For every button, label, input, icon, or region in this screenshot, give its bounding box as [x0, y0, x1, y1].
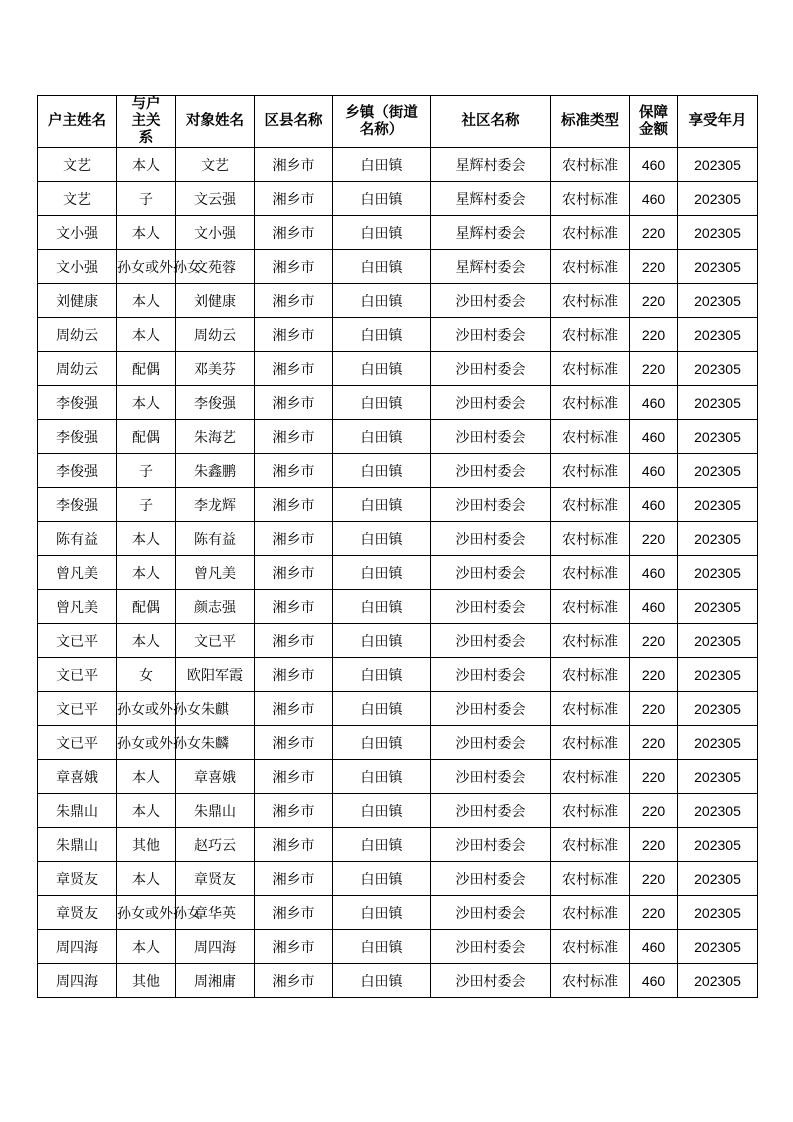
- cell-community: 沙田村委会: [431, 488, 551, 522]
- cell-relation-text: 孙女或外孙女: [117, 259, 201, 276]
- cell-county: 湘乡市: [255, 454, 333, 488]
- cell-community: 沙田村委会: [431, 590, 551, 624]
- cell-amount: 220: [630, 658, 678, 692]
- cell-community: 沙田村委会: [431, 284, 551, 318]
- cell-amount: 220: [630, 250, 678, 284]
- cell-county: 湘乡市: [255, 828, 333, 862]
- cell-town: 白田镇: [333, 182, 431, 216]
- cell-household-head: 文已平: [38, 692, 117, 726]
- cell-household-head: 周四海: [38, 930, 117, 964]
- cell-town: 白田镇: [333, 828, 431, 862]
- cell-relation-text: 孙女或外孙女: [117, 735, 201, 752]
- cell-subject-name: 刘健康: [176, 284, 255, 318]
- cell-town: 白田镇: [333, 930, 431, 964]
- cell-month: 202305: [678, 318, 758, 352]
- cell-community: 沙田村委会: [431, 352, 551, 386]
- table-row: [38, 862, 758, 896]
- cell-town: 白田镇: [333, 284, 431, 318]
- cell-community: 沙田村委会: [431, 556, 551, 590]
- cell-relation: [117, 216, 176, 250]
- cell-amount: 220: [630, 692, 678, 726]
- cell-month: 202305: [678, 216, 758, 250]
- cell-relation-text: 本人: [132, 939, 160, 956]
- cell-relation: [117, 726, 201, 760]
- cell-relation: [117, 386, 176, 420]
- cell-relation-text: 本人: [132, 769, 160, 786]
- table-row: [38, 454, 758, 488]
- cell-relation-text: 本人: [132, 803, 160, 820]
- cell-amount: 220: [630, 216, 678, 250]
- cell-town: 白田镇: [333, 454, 431, 488]
- cell-community: 星辉村委会: [431, 148, 551, 182]
- cell-community: 星辉村委会: [431, 250, 551, 284]
- cell-relation: [117, 250, 201, 284]
- cell-amount: 460: [630, 556, 678, 590]
- cell-county: 湘乡市: [255, 352, 333, 386]
- cell-standard-type: 农村标准: [551, 862, 630, 896]
- cell-community: 沙田村委会: [431, 930, 551, 964]
- cell-town: 白田镇: [333, 352, 431, 386]
- cell-subject-name: 朱鼎山: [176, 794, 255, 828]
- header-amount: 保障金额: [630, 96, 678, 148]
- cell-standard-type: 农村标准: [551, 284, 630, 318]
- cell-month: 202305: [678, 488, 758, 522]
- cell-county: 湘乡市: [255, 318, 333, 352]
- cell-relation-text: 子: [139, 191, 153, 208]
- cell-standard-type: 农村标准: [551, 454, 630, 488]
- table-row: [38, 590, 758, 624]
- cell-relation: [117, 964, 176, 998]
- cell-household-head: 刘健康: [38, 284, 117, 318]
- cell-standard-type: 农村标准: [551, 216, 630, 250]
- cell-standard-type: 农村标准: [551, 930, 630, 964]
- cell-community: 沙田村委会: [431, 386, 551, 420]
- cell-household-head: 文已平: [38, 726, 117, 760]
- cell-subject-name: 赵巧云: [176, 828, 255, 862]
- table-row: [38, 250, 758, 284]
- cell-household-head: 周四海: [38, 964, 117, 998]
- cell-town: 白田镇: [333, 522, 431, 556]
- header-county: 区县名称: [255, 96, 333, 148]
- table-row: [38, 488, 758, 522]
- cell-amount: 460: [630, 590, 678, 624]
- cell-town: 白田镇: [333, 624, 431, 658]
- cell-relation-text: 其他: [132, 837, 160, 854]
- cell-relation-text: 本人: [132, 157, 160, 174]
- cell-subject-name: 周四海: [176, 930, 255, 964]
- cell-town: 白田镇: [333, 488, 431, 522]
- cell-amount: 460: [630, 182, 678, 216]
- cell-community: 沙田村委会: [431, 692, 551, 726]
- cell-amount: 220: [630, 318, 678, 352]
- cell-household-head: 李俊强: [38, 386, 117, 420]
- cell-town: 白田镇: [333, 556, 431, 590]
- table-row: [38, 522, 758, 556]
- cell-town: 白田镇: [333, 216, 431, 250]
- cell-subject-name: 周湘庸: [176, 964, 255, 998]
- cell-amount: 460: [630, 386, 678, 420]
- cell-relation-text: 配偶: [132, 429, 160, 446]
- cell-amount: 220: [630, 522, 678, 556]
- cell-community: 沙田村委会: [431, 760, 551, 794]
- cell-county: 湘乡市: [255, 896, 333, 930]
- cell-standard-type: 农村标准: [551, 760, 630, 794]
- cell-town: 白田镇: [333, 896, 431, 930]
- cell-standard-type: 农村标准: [551, 182, 630, 216]
- cell-household-head: 文已平: [38, 658, 117, 692]
- cell-standard-type: 农村标准: [551, 522, 630, 556]
- cell-relation: [117, 182, 176, 216]
- cell-relation: [117, 658, 176, 692]
- cell-town: 白田镇: [333, 148, 431, 182]
- cell-community: 沙田村委会: [431, 318, 551, 352]
- cell-relation-text: 本人: [132, 327, 160, 344]
- cell-standard-type: 农村标准: [551, 148, 630, 182]
- cell-county: 湘乡市: [255, 760, 333, 794]
- cell-household-head: 李俊强: [38, 488, 117, 522]
- cell-standard-type: 农村标准: [551, 386, 630, 420]
- cell-month: 202305: [678, 454, 758, 488]
- cell-relation: [117, 420, 176, 454]
- cell-subject-name: 朱海艺: [176, 420, 255, 454]
- header-month: 享受年月: [678, 96, 758, 148]
- cell-town: 白田镇: [333, 590, 431, 624]
- cell-month: 202305: [678, 624, 758, 658]
- cell-amount: 220: [630, 284, 678, 318]
- cell-month: 202305: [678, 386, 758, 420]
- cell-amount: 460: [630, 420, 678, 454]
- table-row: [38, 386, 758, 420]
- cell-standard-type: 农村标准: [551, 250, 630, 284]
- cell-town: 白田镇: [333, 250, 431, 284]
- table-row: [38, 556, 758, 590]
- cell-relation: [117, 590, 176, 624]
- cell-subject-name: 邓美芬: [176, 352, 255, 386]
- cell-relation-text: 本人: [132, 565, 160, 582]
- cell-amount: 460: [630, 964, 678, 998]
- cell-town: 白田镇: [333, 862, 431, 896]
- cell-town: 白田镇: [333, 386, 431, 420]
- cell-subject-name: 文小强: [176, 216, 255, 250]
- cell-household-head: 曾凡美: [38, 590, 117, 624]
- cell-county: 湘乡市: [255, 182, 333, 216]
- cell-town: 白田镇: [333, 420, 431, 454]
- table-row: [38, 692, 758, 726]
- cell-subject-name: 章贤友: [176, 862, 255, 896]
- table-row: [38, 794, 758, 828]
- table-row: [38, 624, 758, 658]
- cell-county: 湘乡市: [255, 386, 333, 420]
- cell-standard-type: 农村标准: [551, 726, 630, 760]
- cell-household-head: 文艺: [38, 182, 117, 216]
- cell-household-head: 李俊强: [38, 454, 117, 488]
- cell-relation-text: 子: [139, 463, 153, 480]
- cell-relation-text: 本人: [132, 871, 160, 888]
- cell-county: 湘乡市: [255, 930, 333, 964]
- cell-relation: [117, 930, 176, 964]
- table-row: [38, 284, 758, 318]
- cell-month: 202305: [678, 522, 758, 556]
- table-row: [38, 828, 758, 862]
- table-row: [38, 182, 758, 216]
- cell-month: 202305: [678, 828, 758, 862]
- cell-standard-type: 农村标准: [551, 658, 630, 692]
- cell-standard-type: 农村标准: [551, 590, 630, 624]
- cell-county: 湘乡市: [255, 658, 333, 692]
- cell-month: 202305: [678, 760, 758, 794]
- table-row: [38, 658, 758, 692]
- cell-county: 湘乡市: [255, 964, 333, 998]
- cell-month: 202305: [678, 590, 758, 624]
- cell-town: 白田镇: [333, 964, 431, 998]
- cell-amount: 220: [630, 352, 678, 386]
- cell-subject-name: 章华英: [176, 896, 255, 930]
- cell-relation-text: 本人: [132, 395, 160, 412]
- cell-household-head: 章贤友: [38, 896, 117, 930]
- header-subject-name: 对象姓名: [176, 96, 255, 148]
- cell-county: 湘乡市: [255, 420, 333, 454]
- cell-month: 202305: [678, 284, 758, 318]
- cell-community: 星辉村委会: [431, 182, 551, 216]
- cell-month: 202305: [678, 420, 758, 454]
- cell-subject-name: 曾凡美: [176, 556, 255, 590]
- cell-subject-name: 周幼云: [176, 318, 255, 352]
- cell-community: 沙田村委会: [431, 964, 551, 998]
- cell-subject-name: 颜志强: [176, 590, 255, 624]
- cell-county: 湘乡市: [255, 726, 333, 760]
- cell-amount: 220: [630, 896, 678, 930]
- cell-amount: 460: [630, 930, 678, 964]
- cell-household-head: 曾凡美: [38, 556, 117, 590]
- cell-month: 202305: [678, 148, 758, 182]
- cell-month: 202305: [678, 726, 758, 760]
- cell-relation: [117, 454, 176, 488]
- cell-subject-name: 朱麟: [176, 726, 255, 760]
- cell-household-head: 章喜娥: [38, 760, 117, 794]
- cell-subject-name: 李俊强: [176, 386, 255, 420]
- table-row: [38, 896, 758, 930]
- header-standard-type: 标准类型: [551, 96, 630, 148]
- cell-standard-type: 农村标准: [551, 556, 630, 590]
- header-town: 乡镇（街道名称）: [333, 96, 431, 148]
- cell-town: 白田镇: [333, 318, 431, 352]
- cell-county: 湘乡市: [255, 692, 333, 726]
- cell-household-head: 朱鼎山: [38, 828, 117, 862]
- cell-community: 沙田村委会: [431, 726, 551, 760]
- cell-month: 202305: [678, 862, 758, 896]
- table-row: [38, 318, 758, 352]
- cell-relation: [117, 148, 176, 182]
- cell-community: 星辉村委会: [431, 216, 551, 250]
- table-row: [38, 760, 758, 794]
- cell-county: 湘乡市: [255, 590, 333, 624]
- cell-community: 沙田村委会: [431, 420, 551, 454]
- cell-household-head: 章贤友: [38, 862, 117, 896]
- cell-relation: [117, 828, 176, 862]
- cell-relation: [117, 522, 176, 556]
- cell-community: 沙田村委会: [431, 862, 551, 896]
- cell-relation-text: 子: [139, 497, 153, 514]
- cell-amount: 460: [630, 488, 678, 522]
- cell-amount: 220: [630, 624, 678, 658]
- cell-county: 湘乡市: [255, 250, 333, 284]
- cell-community: 沙田村委会: [431, 454, 551, 488]
- subsidy-roster-table: [37, 95, 758, 998]
- cell-amount: 460: [630, 148, 678, 182]
- cell-month: 202305: [678, 930, 758, 964]
- cell-relation-text: 孙女或外孙女: [117, 701, 201, 718]
- cell-subject-name: 文苑蓉: [176, 250, 255, 284]
- cell-town: 白田镇: [333, 692, 431, 726]
- cell-household-head: 陈有益: [38, 522, 117, 556]
- cell-household-head: 文艺: [38, 148, 117, 182]
- cell-relation: [117, 352, 176, 386]
- cell-relation-text: 本人: [132, 531, 160, 548]
- cell-county: 湘乡市: [255, 862, 333, 896]
- cell-relation: [117, 284, 176, 318]
- cell-relation: [117, 488, 176, 522]
- cell-subject-name: 文云强: [176, 182, 255, 216]
- cell-standard-type: 农村标准: [551, 692, 630, 726]
- cell-month: 202305: [678, 658, 758, 692]
- cell-month: 202305: [678, 182, 758, 216]
- cell-amount: 220: [630, 760, 678, 794]
- cell-amount: 220: [630, 862, 678, 896]
- cell-community: 沙田村委会: [431, 828, 551, 862]
- cell-standard-type: 农村标准: [551, 352, 630, 386]
- cell-month: 202305: [678, 692, 758, 726]
- cell-community: 沙田村委会: [431, 624, 551, 658]
- table-row: [38, 726, 758, 760]
- cell-relation: [117, 624, 176, 658]
- cell-relation: [117, 794, 176, 828]
- cell-county: 湘乡市: [255, 488, 333, 522]
- cell-standard-type: 农村标准: [551, 488, 630, 522]
- cell-amount: 220: [630, 794, 678, 828]
- table-row: [38, 930, 758, 964]
- cell-subject-name: 章喜娥: [176, 760, 255, 794]
- cell-household-head: 文小强: [38, 250, 117, 284]
- cell-month: 202305: [678, 250, 758, 284]
- cell-amount: 460: [630, 454, 678, 488]
- cell-relation: [117, 760, 176, 794]
- cell-standard-type: 农村标准: [551, 964, 630, 998]
- cell-relation: [117, 556, 176, 590]
- cell-relation: [117, 862, 176, 896]
- cell-subject-name: 欧阳军霞: [176, 658, 255, 692]
- header-household-head: 户主姓名: [38, 96, 117, 148]
- cell-county: 湘乡市: [255, 522, 333, 556]
- cell-relation: [117, 896, 201, 930]
- cell-relation-text: 配偶: [132, 599, 160, 616]
- cell-household-head: 周幼云: [38, 352, 117, 386]
- table-row: [38, 964, 758, 998]
- cell-month: 202305: [678, 352, 758, 386]
- table-row: [38, 352, 758, 386]
- cell-county: 湘乡市: [255, 556, 333, 590]
- cell-standard-type: 农村标准: [551, 624, 630, 658]
- cell-household-head: 文已平: [38, 624, 117, 658]
- cell-subject-name: 陈有益: [176, 522, 255, 556]
- cell-town: 白田镇: [333, 726, 431, 760]
- cell-standard-type: 农村标准: [551, 828, 630, 862]
- cell-subject-name: 文艺: [176, 148, 255, 182]
- cell-community: 沙田村委会: [431, 658, 551, 692]
- cell-household-head: 周幼云: [38, 318, 117, 352]
- cell-community: 沙田村委会: [431, 794, 551, 828]
- cell-standard-type: 农村标准: [551, 794, 630, 828]
- cell-amount: 220: [630, 726, 678, 760]
- cell-standard-type: 农村标准: [551, 420, 630, 454]
- cell-standard-type: 农村标准: [551, 896, 630, 930]
- cell-relation-text: 配偶: [132, 361, 160, 378]
- cell-subject-name: 朱鑫鹏: [176, 454, 255, 488]
- cell-month: 202305: [678, 556, 758, 590]
- cell-town: 白田镇: [333, 760, 431, 794]
- table-row: [38, 216, 758, 250]
- cell-amount: 220: [630, 828, 678, 862]
- cell-county: 湘乡市: [255, 624, 333, 658]
- header-relation: 与户主关系: [117, 96, 176, 148]
- cell-town: 白田镇: [333, 658, 431, 692]
- table-body: [38, 148, 758, 998]
- cell-relation-text: 本人: [132, 293, 160, 310]
- cell-relation-text: 本人: [132, 225, 160, 242]
- cell-household-head: 文小强: [38, 216, 117, 250]
- cell-community: 沙田村委会: [431, 896, 551, 930]
- cell-relation-text: 孙女或外孙女: [117, 905, 201, 922]
- cell-subject-name: 朱麒: [176, 692, 255, 726]
- cell-subject-name: 文已平: [176, 624, 255, 658]
- cell-month: 202305: [678, 794, 758, 828]
- cell-county: 湘乡市: [255, 148, 333, 182]
- cell-county: 湘乡市: [255, 794, 333, 828]
- cell-relation-text: 女: [139, 667, 153, 684]
- cell-month: 202305: [678, 964, 758, 998]
- cell-town: 白田镇: [333, 794, 431, 828]
- cell-relation-text: 其他: [132, 973, 160, 990]
- header-community: 社区名称: [431, 96, 551, 148]
- table-row: [38, 420, 758, 454]
- cell-subject-name: 李龙辉: [176, 488, 255, 522]
- cell-county: 湘乡市: [255, 284, 333, 318]
- table-row: [38, 148, 758, 182]
- cell-month: 202305: [678, 896, 758, 930]
- cell-relation: [117, 692, 201, 726]
- cell-household-head: 朱鼎山: [38, 794, 117, 828]
- cell-standard-type: 农村标准: [551, 318, 630, 352]
- cell-relation-text: 本人: [132, 633, 160, 650]
- cell-county: 湘乡市: [255, 216, 333, 250]
- cell-relation: [117, 318, 176, 352]
- cell-household-head: 李俊强: [38, 420, 117, 454]
- cell-community: 沙田村委会: [431, 522, 551, 556]
- table-header-row: [38, 96, 758, 148]
